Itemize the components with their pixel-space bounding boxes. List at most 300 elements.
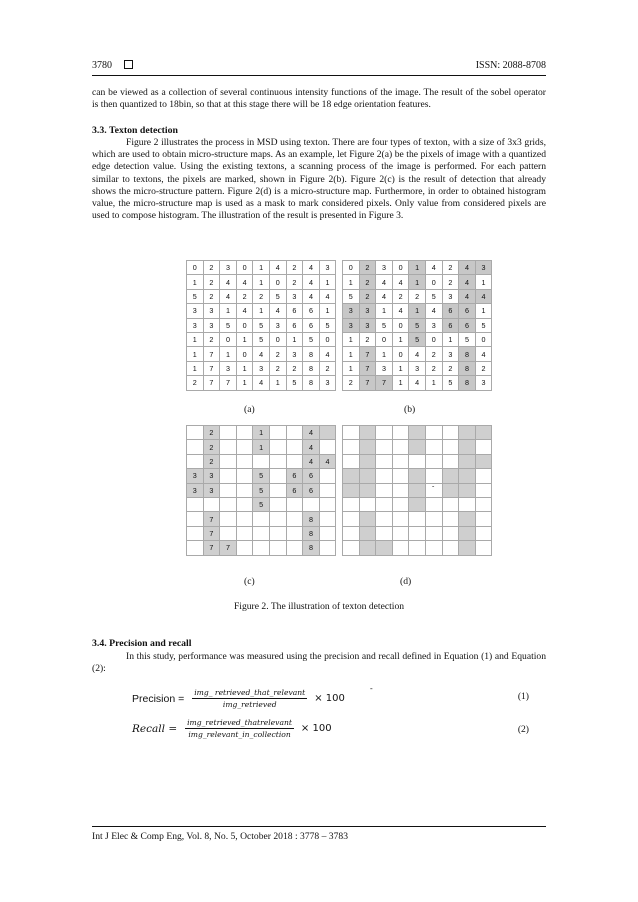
grid-cell: 7 [359, 376, 376, 390]
grid-cell: 8 [303, 526, 320, 540]
grid-cell: 4 [220, 289, 237, 303]
grid-cell [286, 497, 303, 511]
grid-cell [187, 526, 204, 540]
grid-cell [220, 440, 237, 454]
grid-cell: 7 [203, 541, 220, 555]
grid-cell [376, 483, 393, 497]
grid-cell: 1 [475, 275, 492, 289]
grid-row [343, 318, 492, 332]
grid-cell: 2 [286, 275, 303, 289]
grid-cell: 1 [409, 261, 426, 275]
grid-cell: 1 [409, 304, 426, 318]
grid-cell: 5 [475, 318, 492, 332]
grid-cell [236, 497, 253, 511]
grid-cell: 1 [236, 376, 253, 390]
grid-cell [392, 483, 409, 497]
grid-cell: 2 [442, 261, 459, 275]
grid-cell: 0 [269, 332, 286, 346]
grid-cell [220, 469, 237, 483]
grid-cell [303, 497, 320, 511]
grid-cell: 1 [376, 304, 393, 318]
equation-2-denominator: img_relevant_in_collection [188, 730, 291, 739]
equation-1-multiplier: × 100 [314, 693, 345, 704]
grid-cell [409, 512, 426, 526]
grid-cell: 3 [187, 483, 204, 497]
grid-cell: 4 [303, 440, 320, 454]
grid-cell [392, 526, 409, 540]
grid-cell [343, 454, 360, 468]
grid-cell [442, 483, 459, 497]
page-number: 3780 [92, 60, 112, 71]
grid-cell: 5 [253, 318, 270, 332]
grid-cell [220, 454, 237, 468]
grid-row [187, 526, 336, 540]
grid-cell: 5 [253, 469, 270, 483]
grid-cell [459, 440, 476, 454]
grid-cell: 3 [286, 347, 303, 361]
grid-cell [319, 440, 336, 454]
grid-row [343, 454, 492, 468]
grid-row [187, 318, 336, 332]
grid-cell [269, 440, 286, 454]
grid-cell [392, 541, 409, 555]
section-3-4-title: 3.4. Precision and recall [92, 638, 192, 649]
grid-cell: 3 [442, 289, 459, 303]
figure-2c-grid [186, 425, 336, 556]
grid-cell [236, 512, 253, 526]
grid-cell: 1 [187, 332, 204, 346]
grid-cell: 0 [392, 347, 409, 361]
grid-cell [319, 526, 336, 540]
grid-cell: 0 [376, 332, 393, 346]
grid-cell: 4 [475, 347, 492, 361]
grid-cell: 5 [442, 376, 459, 390]
grid-cell: 6 [286, 304, 303, 318]
grid-cell: 1 [376, 347, 393, 361]
grid-row [187, 512, 336, 526]
grid-cell: 5 [220, 318, 237, 332]
grid-cell: 4 [409, 347, 426, 361]
header-rule [92, 75, 546, 76]
grid-cell: 6 [303, 318, 320, 332]
grid-cell: 6 [459, 304, 476, 318]
grid-cell [269, 526, 286, 540]
grid-cell: 1 [392, 332, 409, 346]
grid-cell [343, 483, 360, 497]
grid-cell [376, 497, 393, 511]
grid-cell [343, 497, 360, 511]
grid-cell [409, 497, 426, 511]
figure-stray-mark: - [432, 482, 435, 490]
grid-cell [187, 440, 204, 454]
grid-cell: 4 [319, 289, 336, 303]
equation-1-denominator: img_retrieved [222, 700, 277, 709]
grid-cell [253, 454, 270, 468]
grid-cell: 0 [392, 318, 409, 332]
grid-cell [236, 454, 253, 468]
grid-row [187, 440, 336, 454]
grid-cell: 1 [409, 275, 426, 289]
grid-cell: 4 [303, 261, 320, 275]
grid-cell: 2 [203, 289, 220, 303]
grid-cell: 1 [253, 426, 270, 440]
grid-cell [475, 454, 492, 468]
grid-cell: 0 [343, 261, 360, 275]
grid-cell: 3 [425, 318, 442, 332]
grid-cell [359, 426, 376, 440]
grid-cell: 3 [376, 361, 393, 375]
grid-cell: 4 [392, 275, 409, 289]
grid-cell [459, 483, 476, 497]
grid-row [343, 440, 492, 454]
grid-cell [425, 541, 442, 555]
grid-cell [359, 541, 376, 555]
grid-cell [475, 440, 492, 454]
grid-cell: 2 [442, 361, 459, 375]
section-3-4-body: In this study, performance was measured using the precision and recall defined in Equation (1) and Equation (2): [92, 651, 546, 675]
grid-cell [359, 512, 376, 526]
grid-cell [253, 526, 270, 540]
grid-cell [442, 440, 459, 454]
grid-cell: 7 [203, 526, 220, 540]
grid-cell: 3 [475, 376, 492, 390]
grid-cell [269, 497, 286, 511]
grid-cell [425, 426, 442, 440]
grid-cell: 3 [187, 469, 204, 483]
grid-cell: 0 [236, 261, 253, 275]
grid-cell: 2 [286, 361, 303, 375]
grid-cell: 3 [343, 318, 360, 332]
grid-cell: 7 [220, 541, 237, 555]
grid-cell: 0 [392, 261, 409, 275]
grid-cell: 6 [442, 318, 459, 332]
grid-cell: 4 [376, 275, 393, 289]
grid-cell [220, 512, 237, 526]
grid-cell: 2 [203, 454, 220, 468]
grid-row [187, 261, 336, 275]
grid-cell [187, 497, 204, 511]
grid-cell: 2 [286, 261, 303, 275]
grid-cell: 3 [359, 318, 376, 332]
grid-row [187, 469, 336, 483]
grid-cell [319, 541, 336, 555]
grid-cell: 4 [303, 454, 320, 468]
grid-row [187, 497, 336, 511]
grid-cell [286, 454, 303, 468]
grid-cell: 2 [203, 275, 220, 289]
grid-row [187, 376, 336, 390]
equation-1-numerator: img_ retrieved_that_relevant [194, 688, 306, 697]
grid-cell: 2 [359, 332, 376, 346]
grid-cell: 4 [319, 454, 336, 468]
grid-cell: 3 [319, 376, 336, 390]
grid-cell [269, 469, 286, 483]
grid-row [187, 541, 336, 555]
grid-cell: 1 [253, 304, 270, 318]
grid-cell [425, 440, 442, 454]
grid-cell [203, 497, 220, 511]
grid-cell: 2 [425, 347, 442, 361]
grid-cell: 3 [187, 318, 204, 332]
figure-2-caption: Figure 2. The illustration of texton detection [233, 601, 405, 612]
grid-cell: 5 [343, 289, 360, 303]
grid-cell: 2 [392, 289, 409, 303]
grid-cell: 1 [319, 275, 336, 289]
grid-cell: 7 [203, 361, 220, 375]
grid-cell: 5 [253, 332, 270, 346]
grid-row [343, 275, 492, 289]
equation-1-number: (1) [517, 691, 529, 702]
intro-paragraph: can be viewed as a collection of several continuous intensity functions of the image. The result of the sobel operator is then quantized to 18bin, so that at this stage there will be 18 edge orientation features. [92, 87, 546, 111]
grid-cell: 3 [442, 347, 459, 361]
grid-cell [359, 454, 376, 468]
grid-cell: 5 [425, 289, 442, 303]
grid-cell [319, 469, 336, 483]
grid-cell [376, 469, 393, 483]
grid-cell [425, 512, 442, 526]
grid-cell: 8 [303, 512, 320, 526]
grid-cell [359, 483, 376, 497]
grid-cell [236, 440, 253, 454]
grid-cell: 1 [187, 275, 204, 289]
grid-cell: 5 [253, 497, 270, 511]
grid-cell: 4 [303, 289, 320, 303]
grid-cell [286, 426, 303, 440]
grid-cell: 4 [236, 304, 253, 318]
grid-cell [442, 469, 459, 483]
grid-cell [319, 497, 336, 511]
grid-cell [409, 541, 426, 555]
grid-cell: 5 [409, 318, 426, 332]
grid-cell: 6 [442, 304, 459, 318]
grid-cell [442, 497, 459, 511]
grid-row [343, 497, 492, 511]
equation-stray-mark: - [370, 684, 373, 693]
grid-cell [236, 526, 253, 540]
running-header-left [92, 60, 133, 71]
grid-cell [442, 541, 459, 555]
grid-cell: 5 [303, 332, 320, 346]
grid-cell: 8 [303, 541, 320, 555]
grid-cell: 1 [442, 332, 459, 346]
grid-cell [409, 526, 426, 540]
grid-cell [319, 426, 336, 440]
grid-cell: 1 [286, 332, 303, 346]
grid-cell: 2 [253, 289, 270, 303]
grid-cell: 0 [236, 347, 253, 361]
equation-1 [132, 688, 348, 709]
grid-cell [343, 512, 360, 526]
square-icon [124, 60, 133, 69]
section-3-3-title: 3.3. Texton detection [92, 125, 178, 136]
grid-cell [459, 541, 476, 555]
grid-cell [376, 440, 393, 454]
grid-cell: 1 [425, 376, 442, 390]
grid-row [187, 275, 336, 289]
grid-cell: 5 [376, 318, 393, 332]
grid-cell: 2 [319, 361, 336, 375]
grid-cell [269, 426, 286, 440]
grid-cell [253, 512, 270, 526]
grid-cell: 0 [220, 332, 237, 346]
grid-cell [425, 497, 442, 511]
grid-cell: 6 [303, 304, 320, 318]
grid-cell [187, 541, 204, 555]
grid-cell: 4 [220, 275, 237, 289]
grid-row [343, 361, 492, 375]
grid-cell [409, 483, 426, 497]
grid-cell: 5 [319, 318, 336, 332]
footer-citation: Int J Elec & Comp Eng, Vol. 8, No. 5, October 2018 : 3778 – 3783 [92, 831, 348, 842]
grid-cell: 7 [203, 376, 220, 390]
grid-cell: 1 [253, 275, 270, 289]
equation-2-multiplier: × 100 [300, 723, 332, 734]
grid-cell [253, 541, 270, 555]
grid-cell [475, 469, 492, 483]
grid-cell: 5 [187, 289, 204, 303]
grid-cell: 1 [392, 376, 409, 390]
grid-cell: 0 [319, 332, 336, 346]
grid-cell: 8 [303, 376, 320, 390]
grid-cell: 2 [475, 361, 492, 375]
grid-cell: 2 [203, 332, 220, 346]
grid-cell [359, 526, 376, 540]
grid-cell: 1 [343, 275, 360, 289]
grid-cell [376, 426, 393, 440]
equation-2 [132, 718, 335, 739]
grid-cell: 4 [269, 261, 286, 275]
grid-row [187, 332, 336, 346]
grid-row [343, 469, 492, 483]
running-header-issn: ISSN: 2088-8708 [475, 60, 546, 71]
grid-cell: 1 [392, 361, 409, 375]
grid-cell: 5 [253, 483, 270, 497]
grid-cell [392, 497, 409, 511]
grid-cell: 1 [343, 332, 360, 346]
grid-cell: 3 [269, 318, 286, 332]
grid-cell: 3 [220, 261, 237, 275]
grid-cell: 6 [286, 318, 303, 332]
grid-cell [286, 541, 303, 555]
grid-cell [376, 512, 393, 526]
grid-cell [409, 426, 426, 440]
grid-cell: 3 [203, 304, 220, 318]
grid-cell [392, 512, 409, 526]
grid-cell: 1 [236, 332, 253, 346]
grid-cell [442, 426, 459, 440]
grid-cell: 0 [236, 318, 253, 332]
grid-cell [343, 426, 360, 440]
grid-cell: 3 [409, 361, 426, 375]
grid-cell [286, 512, 303, 526]
grid-cell: 4 [319, 347, 336, 361]
grid-cell: 1 [220, 347, 237, 361]
grid-cell: 3 [343, 304, 360, 318]
grid-cell: 3 [203, 483, 220, 497]
grid-cell: 6 [303, 469, 320, 483]
grid-row [187, 304, 336, 318]
grid-cell [409, 440, 426, 454]
grid-cell: 2 [236, 289, 253, 303]
grid-cell: 0 [187, 261, 204, 275]
grid-cell [392, 469, 409, 483]
grid-cell [343, 469, 360, 483]
grid-cell [475, 497, 492, 511]
grid-cell: 2 [187, 376, 204, 390]
grid-cell: 2 [409, 289, 426, 303]
grid-cell: 1 [236, 361, 253, 375]
grid-cell: 2 [203, 440, 220, 454]
grid-cell [187, 426, 204, 440]
grid-cell [343, 526, 360, 540]
grid-cell [409, 454, 426, 468]
grid-cell: 8 [303, 347, 320, 361]
grid-cell [236, 426, 253, 440]
equation-2-numerator: img_retrieved_thatrelevant [187, 718, 292, 727]
grid-cell: 8 [459, 361, 476, 375]
grid-cell: 7 [359, 361, 376, 375]
figure-label-c: (c) [244, 576, 255, 587]
grid-cell [286, 440, 303, 454]
grid-cell: 4 [459, 275, 476, 289]
grid-cell [359, 469, 376, 483]
grid-cell: 1 [475, 304, 492, 318]
grid-row [343, 332, 492, 346]
grid-row [343, 512, 492, 526]
grid-cell [220, 497, 237, 511]
grid-cell: 5 [286, 376, 303, 390]
equation-1-fraction [192, 688, 307, 709]
grid-cell: 1 [253, 261, 270, 275]
grid-cell [475, 512, 492, 526]
grid-cell [442, 454, 459, 468]
grid-cell: 6 [286, 483, 303, 497]
equation-1-lhs: Precision = [132, 692, 185, 705]
grid-cell [392, 454, 409, 468]
equation-2-number: (2) [517, 724, 529, 735]
grid-cell [425, 469, 442, 483]
grid-cell [269, 512, 286, 526]
grid-cell: 2 [269, 347, 286, 361]
grid-cell: 4 [303, 275, 320, 289]
figure-2d-grid [342, 425, 492, 556]
grid-cell: 3 [187, 304, 204, 318]
grid-cell [236, 469, 253, 483]
grid-cell: 2 [442, 275, 459, 289]
grid-cell: 3 [319, 261, 336, 275]
grid-cell: 8 [303, 361, 320, 375]
grid-cell: 8 [459, 376, 476, 390]
grid-cell: 4 [392, 304, 409, 318]
grid-cell: 1 [343, 347, 360, 361]
grid-cell: 0 [425, 332, 442, 346]
equation-2-fraction [185, 718, 294, 739]
grid-row [343, 541, 492, 555]
grid-cell [459, 526, 476, 540]
grid-cell [475, 526, 492, 540]
grid-cell [286, 526, 303, 540]
grid-row [343, 347, 492, 361]
grid-row [187, 361, 336, 375]
grid-cell: 2 [359, 261, 376, 275]
grid-cell [236, 541, 253, 555]
grid-cell [392, 440, 409, 454]
grid-cell [442, 512, 459, 526]
grid-cell: 0 [475, 332, 492, 346]
grid-row [187, 483, 336, 497]
grid-cell: 2 [203, 261, 220, 275]
grid-cell [269, 454, 286, 468]
